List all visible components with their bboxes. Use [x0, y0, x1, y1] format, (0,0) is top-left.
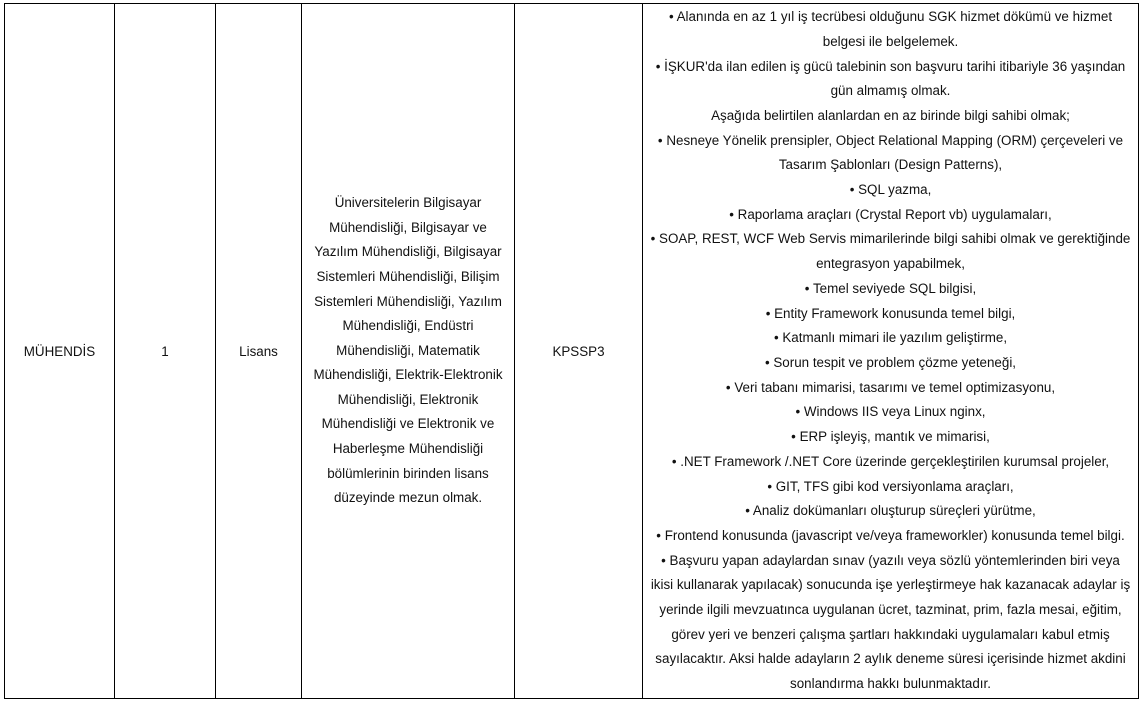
department-line: Haberleşme Mühendisliği: [332, 441, 484, 457]
requirement-line: entegrasyon yapabilmek,: [816, 256, 965, 272]
department-line: Mühendisliği, Bilgisayar ve: [329, 219, 487, 235]
requirement-line: • Başvuru yapan adaylardan sınav (yazılı veya sözlü yöntemlerinden biri veya: [661, 552, 1120, 568]
requirement-line: Tasarım Şablonları (Design Patterns),: [778, 157, 1003, 173]
department-line: bölümlerinin birinden lisans: [327, 465, 489, 481]
department-line: Üniversitelerin Bilgisayar: [334, 195, 482, 211]
requirement-line: • Entity Framework konusunda temel bilgi,: [765, 305, 1016, 321]
requirement-line: • Raporlama araçları (Crystal Report vb) uygulamaları,: [729, 206, 1052, 222]
departments-cell: [302, 4, 515, 699]
department-line: Yazılım Mühendisliği, Bilgisayar: [314, 244, 502, 260]
requirement-line: sonlandırma hakkı bulunmaktadır.: [790, 676, 991, 692]
requirement-line: gün almamış olmak.: [830, 83, 951, 99]
department-line: Sistemleri Mühendisliği, Yazılım: [314, 293, 502, 309]
requirement-line: • Frontend konusunda (javascript ve/veya frameworkler) konusunda temel bilgi.: [656, 527, 1125, 543]
exam-type-cell: KPSSP3: [515, 4, 643, 699]
position-count-cell: 1: [115, 4, 216, 699]
department-line: Mühendisliği, Endüstri: [342, 318, 474, 334]
requirement-line: • SQL yazma,: [849, 182, 932, 198]
department-line: Sistemleri Mühendisliği, Bilişim: [316, 268, 500, 284]
requirement-line: • İŞKUR'da ilan edilen iş gücü talebinin son başvuru tarihi itibariyle 36 yaşından: [655, 58, 1126, 74]
requirement-line: • Sorun tespit ve problem çözme yeteneği,: [764, 355, 1017, 370]
requirement-line: yerinde ilgili mevzuatınca uygulanan ücret, tazminat, prim, fazla mesai, eğitim,: [659, 602, 1122, 618]
position-title-cell: MÜHENDİS: [5, 4, 115, 699]
department-line: Mühendisliği, Matematik: [336, 342, 480, 358]
requirement-line: Aşağıda belirtilen alanlardan en az birinde bilgi sahibi olmak;: [711, 107, 1070, 123]
requirement-line: • SOAP, REST, WCF Web Servis mimarilerinde bilgi sahibi olmak ve gerektiğinde: [650, 231, 1131, 247]
education-level-cell: Lisans: [216, 4, 302, 699]
department-line: Mühendisliği, Elektrik-Elektronik: [313, 367, 503, 383]
job-listing-table: [4, 3, 1139, 699]
requirement-line: • Alanında en az 1 yıl iş tecrübesi olduğunu SGK hizmet dökümü ve hizmet: [668, 9, 1113, 25]
requirement-line: belgesi ile belgelemek.: [822, 33, 959, 49]
requirement-line: • Veri tabanı mimarisi, tasarımı ve temel optimizasyonu,: [725, 379, 1056, 395]
department-line: Mühendisliği ve Elektronik ve: [321, 416, 495, 432]
department-line: düzeyinde mezun olmak.: [333, 490, 483, 506]
requirement-line: • Katmanlı mimari ile yazılım geliştirme,: [773, 330, 1008, 346]
requirement-line: • .NET Framework /.NET Core üzerinde gerçekleştirilen kurumsal projeler,: [671, 453, 1110, 469]
requirement-line: ikisi kullanarak yapılacak) sonucunda işe yerleştirmeye hak kazanacak adaylar iş: [650, 577, 1131, 593]
requirements-cell: [643, 4, 1139, 699]
requirement-line: görev yeri ve benzeri çalışma şartları hakkındaki uygulamaları kabul etmiş: [671, 626, 1110, 642]
requirement-line: • Nesneye Yönelik prensipler, Object Relational Mapping (ORM) çerçeveleri ve: [657, 132, 1124, 148]
requirement-line: • ERP işleyiş, mantık ve mimarisi,: [791, 429, 990, 445]
requirement-line: • Analiz dokümanları oluşturup süreçleri yürütme,: [745, 503, 1036, 519]
requirement-line: • Windows IIS veya Linux nginx,: [795, 404, 986, 420]
requirement-line: sayılacaktır. Aksi halde adayların 2 aylık deneme süresi içerisinde hizmet akdini: [655, 651, 1126, 667]
department-line: Mühendisliği, Elektronik: [337, 391, 479, 407]
table-row: [5, 4, 1139, 699]
requirement-line: • GIT, TFS gibi kod versiyonlama araçları,: [767, 478, 1014, 494]
requirement-line: • Temel seviyede SQL bilgisi,: [804, 280, 977, 296]
